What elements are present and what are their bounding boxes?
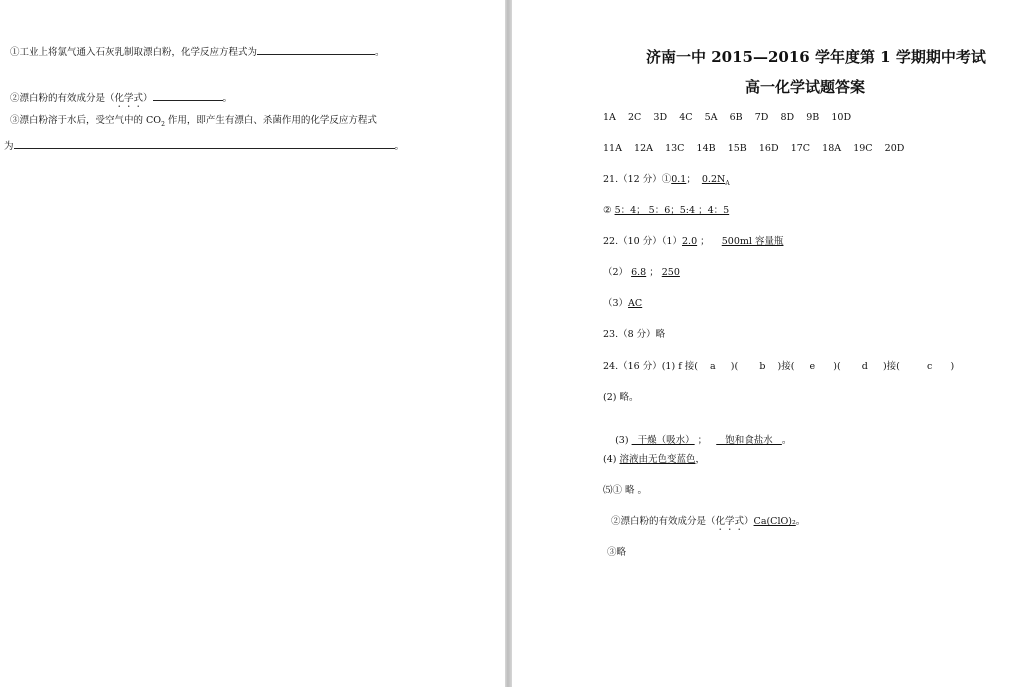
q3-end: 。 bbox=[394, 141, 405, 152]
answer-8: 8D bbox=[780, 112, 795, 123]
q2-line bbox=[10, 91, 232, 110]
answer-9: 9B bbox=[806, 112, 820, 123]
q22-2-line bbox=[603, 267, 680, 279]
q3-answer-blank bbox=[14, 139, 395, 149]
answer-1: 1A bbox=[603, 112, 616, 123]
q1-answer-blank bbox=[257, 45, 375, 55]
answer-12: 12A bbox=[634, 143, 653, 154]
q3-line1 bbox=[10, 115, 377, 131]
q1-text: ①工业上将氯气通入石灰乳制取漂白粉，化学反应方程式为 bbox=[10, 47, 258, 58]
answer-18: 18A bbox=[822, 143, 842, 154]
q24-5b-end: 。 bbox=[795, 516, 806, 527]
q1-end: 。 bbox=[375, 47, 385, 58]
answer-15: 15B bbox=[727, 143, 747, 154]
answer-20: 20D bbox=[884, 143, 905, 154]
exam-subtitle: 高一化学试题答案 bbox=[745, 78, 866, 96]
q2-answer-blank bbox=[153, 91, 223, 101]
answer-10: 10D bbox=[831, 112, 852, 123]
q24-4-answer: 溶液由无色变蓝色 bbox=[619, 454, 696, 465]
answer-5: 5A bbox=[704, 112, 718, 123]
q22-label: 22.（10 分）（1） bbox=[603, 236, 683, 247]
q24-3-end: 。 bbox=[781, 435, 792, 446]
answer-3: 3D bbox=[653, 112, 668, 123]
q24-5b-paren: ） bbox=[744, 516, 754, 527]
q21b-answer: 5：4； 5：6；5:4 ；4：5 bbox=[614, 205, 730, 216]
q24-4-end: ， bbox=[695, 454, 706, 465]
q24-3-answer-1: 干燥（吸水） bbox=[631, 435, 695, 446]
q24-line: 24.（16 分）(1) f 接( a )( b )接( e )( d )接( c ) bbox=[603, 361, 955, 372]
exam-title: 济南一中 2015—2016 学年度第 1 学期期中考试 bbox=[646, 48, 986, 66]
q21-answer-1: 0.1 bbox=[671, 174, 687, 185]
page-gutter bbox=[505, 0, 512, 687]
q24-5b-answer: Ca(ClO)₂ bbox=[753, 516, 796, 527]
q22-separator: ； bbox=[700, 236, 710, 247]
q24-5b-line bbox=[611, 516, 805, 533]
q24-3-label: (3) bbox=[615, 435, 629, 446]
left-page bbox=[0, 0, 505, 687]
q2-text: ②漂白粉的有效成分是（ bbox=[10, 93, 115, 104]
answer-4: 4C bbox=[679, 112, 693, 123]
q22-3-line bbox=[603, 298, 642, 310]
answer-13: 13C bbox=[665, 143, 685, 154]
answer-19: 19C bbox=[853, 143, 873, 154]
q23-line: 23.（8 分）略 bbox=[603, 329, 666, 340]
q21-line bbox=[603, 174, 730, 190]
q2-paren: ） bbox=[143, 93, 153, 104]
answer-7: 7D bbox=[754, 112, 769, 123]
q21b-label: ② bbox=[603, 205, 612, 216]
q22-answer-1: 2.0 bbox=[682, 236, 698, 247]
answer-6: 6B bbox=[729, 112, 743, 123]
q24-2-line: (2) 略。 bbox=[603, 392, 639, 403]
q24-4-line bbox=[603, 454, 705, 466]
q3-text-b: 作用，即产生有漂白、杀菌作用的化学反应方程式 bbox=[164, 115, 377, 126]
answer-14: 14B bbox=[696, 143, 716, 154]
answer-2: 2C bbox=[628, 112, 642, 123]
q1-line bbox=[10, 45, 385, 59]
q22-2-answer-1: 6.8 bbox=[631, 267, 647, 278]
answers-row-1 bbox=[603, 112, 851, 124]
q24-4-label: (4) bbox=[603, 454, 617, 465]
q21-answer-2: $0.2N_A$ bbox=[701, 174, 730, 187]
answer-17: 17C bbox=[790, 143, 811, 154]
q2-chem-label: 化学式 bbox=[114, 93, 144, 104]
q21-label: 21.（12 分）① bbox=[603, 174, 672, 185]
q3-line2 bbox=[4, 139, 404, 153]
q21b-line bbox=[603, 205, 729, 217]
q2-end: 。 bbox=[222, 93, 233, 104]
q22-2-separator: ； bbox=[649, 267, 659, 278]
q3-subscript: 2 bbox=[161, 120, 165, 128]
q22-answer-2: 500ml 容量瓶 bbox=[721, 236, 784, 247]
q22-3-answer: AC bbox=[628, 298, 643, 309]
q3-text-a: ③漂白粉溶于水后，受空气中的 CO bbox=[10, 115, 162, 126]
q22-3-label: （3） bbox=[603, 298, 629, 309]
q24-3-separator: ； bbox=[697, 435, 708, 446]
q24-5c-line: ③略 bbox=[607, 547, 627, 558]
answer-11: 11A bbox=[603, 143, 622, 154]
q22-line bbox=[603, 236, 783, 248]
answers-row-2 bbox=[603, 143, 904, 155]
q24-5b-text: ②漂白粉的有效成分是（ bbox=[611, 516, 716, 527]
q24-5b-chem-label: 化学式 bbox=[715, 516, 745, 527]
right-page bbox=[512, 0, 1027, 687]
q3-wei: 为 bbox=[4, 141, 14, 152]
q24-3-answer-2: 饱和食盐水 bbox=[716, 435, 782, 446]
q22-2-label: （2） bbox=[603, 267, 629, 278]
answer-16: 16D bbox=[758, 143, 779, 154]
q22-2-answer-2: 250 bbox=[661, 267, 680, 278]
q21-separator: ； bbox=[686, 174, 696, 185]
q24-5-line: ⑸① 略 。 bbox=[603, 485, 648, 496]
